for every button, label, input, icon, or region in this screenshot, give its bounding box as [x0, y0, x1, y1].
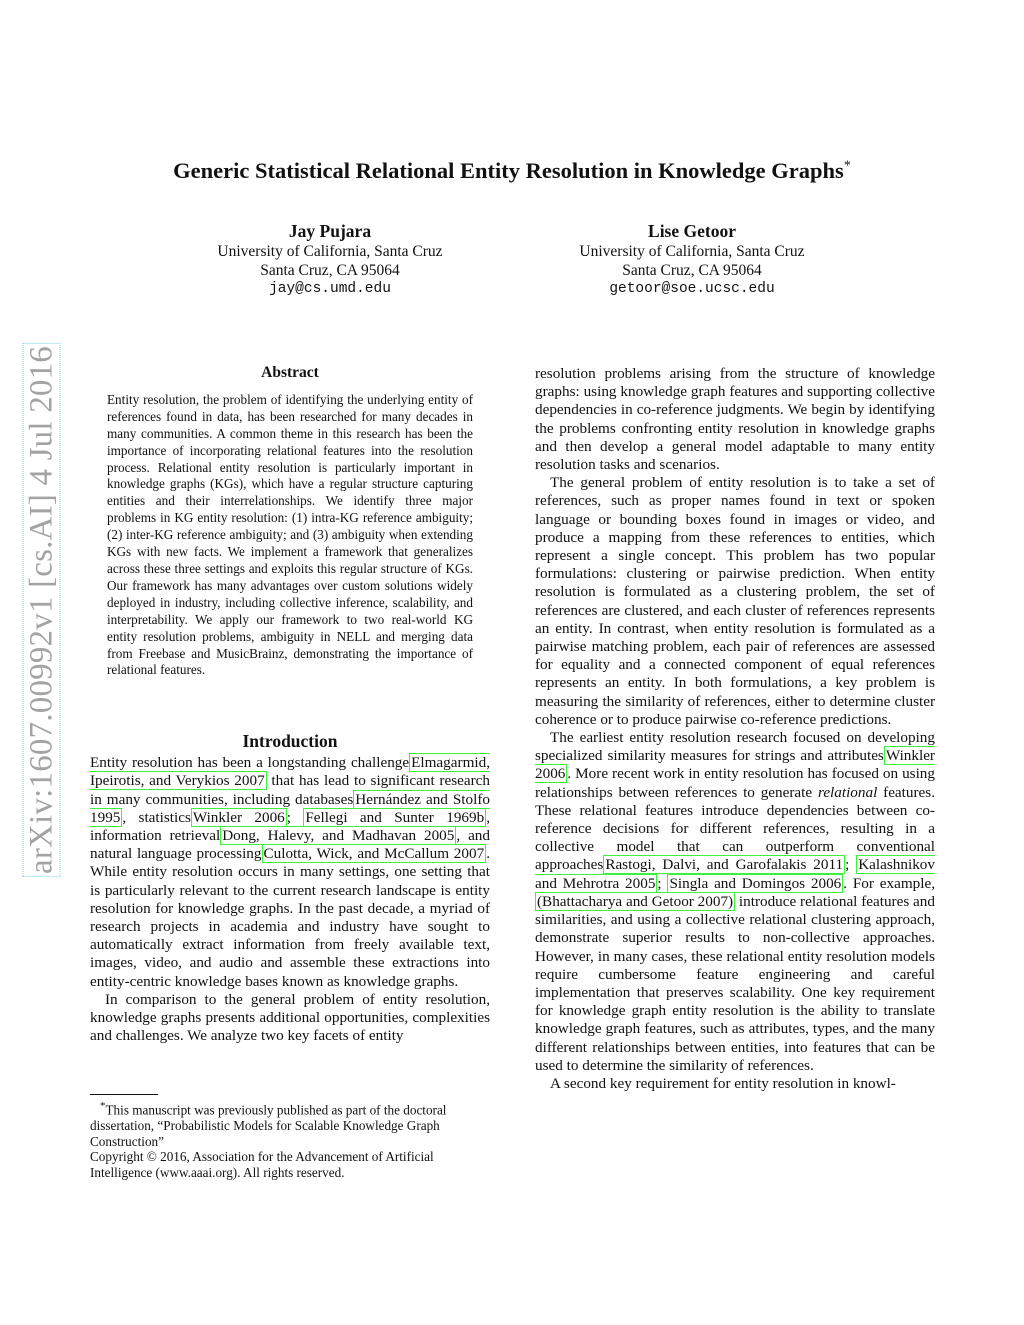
- author-block-2: [512, 222, 872, 299]
- right-column: [535, 365, 935, 1093]
- author-name: Lise Getoor: [648, 221, 736, 241]
- citation-link[interactable]: Culotta, Wick, and McCallum 2007: [263, 845, 485, 863]
- author-location: Santa Cruz, CA 95064: [260, 262, 400, 279]
- abstract-text: Entity resolution, the problem of identifying the underlying entity of references found in data, has been researched for many decades in many communities. A common theme in this research has been the importance of incorporating relational features into the resolution process. Relational entity resolution is particularly important in knowledge graphs (KGs), which have a regular structure capturing entities and their interrelationships. We identify three major problems in KG entity resolution: (1) intra-KG reference ambiguity; (2) inter-KG reference ambiguity; and (3) ambiguity when extending KGs with new facts. We implement a framework that generalizes across these three settings and exploits this regular structure of KGs. Our framework has many advantages over custom solutions widely deployed in industry, including collective inference, scalability, and interpretability. We apply our framework to two real-world KG entity resolution problems, ambiguity in NELL and merging data from Freebase and MusicBrainz, demonstrating the importance of relational features.: [107, 391, 473, 678]
- paper-title: [0, 158, 1024, 184]
- footnote: [90, 1094, 490, 1180]
- footnote-rule: [90, 1094, 158, 1095]
- author-email: getoor@soe.ucsc.edu: [609, 281, 775, 297]
- left-column: [90, 732, 490, 1045]
- author-affiliation: University of California, Santa Cruz: [217, 243, 443, 260]
- citation-link[interactable]: Elmagarmid, Ipeirotis, and Verykios 2007: [90, 754, 490, 790]
- intro-paragraph-2: In comparison to the general problem of entity resolution, knowledge graphs presents additional opportunities, complexities and challenges. We analyze two key facets of entity: [90, 990, 490, 1045]
- title-footnote-mark[interactable]: *: [843, 158, 851, 174]
- arxiv-identifier[interactable]: arXiv:1607.00992v1 [cs.AI] 4 Jul 2016: [23, 342, 61, 876]
- citation-link[interactable]: Winkler 2006: [535, 747, 935, 783]
- citation-link[interactable]: Rastogi, Dalvi, and Garofalakis 2011: [605, 856, 844, 874]
- citation-link[interactable]: (Bhattacharya and Getoor 2007): [537, 892, 734, 910]
- footnote-text: *This manuscript was previously published as part of the doctoral dissertation, “Probabilistic Models for Scalable Knowledge Graph Construction”: [90, 1100, 447, 1149]
- intro-paragraph-1: Entity resolution has been a longstanding challenge Elmagarmid, Ipeirotis, and Verykios 2007 that has lead to significant research in many communities, including databases Hernández and Stolfo 1995 , statistics Winkler 2006 ; Fellegi and Sunter 1969b , information retrieval Dong, Halevy, and Madhavan 2005 , and natural language processing Culotta, Wick, and McCallum 2007 . While entity resolution occurs in many settings, one setting that is particularly relevant to the current research landscape is entity resolution for knowledge graphs. In the past decade, a myriad of research projects in academia and industry have sought to automatically extract information from freely available text, images, video, and audio and assemble these extractions into entity-centric knowledge bases known as knowledge graphs.: [90, 754, 490, 990]
- author-affiliation: University of California, Santa Cruz: [579, 243, 805, 260]
- citation-link[interactable]: Kalashnikov and Mehrotra 2005: [535, 856, 935, 892]
- paper-title-text: Generic Statistical Relational Entity Resolution in Knowledge Graphs: [173, 158, 844, 183]
- arxiv-stamp[interactable]: [22, 347, 62, 872]
- citation-link[interactable]: Singla and Domingos 2006: [669, 874, 842, 892]
- introduction-heading: Introduction: [242, 731, 338, 751]
- author-location: Santa Cruz, CA 95064: [622, 262, 762, 279]
- right-paragraph-4: A second key requirement for entity resolution in knowl-: [550, 1074, 896, 1092]
- abstract: [107, 365, 473, 679]
- citation-link[interactable]: Dong, Halevy, and Madhavan 2005: [222, 827, 455, 845]
- author-block-1: [150, 222, 510, 299]
- abstract-heading: Abstract: [261, 364, 319, 381]
- citation-link[interactable]: Fellegi and Sunter 1969b: [305, 808, 485, 826]
- copyright-notice: Copyright © 2016, Association for the Advancement of Artificial Intelligence (www.aaai.org). All rights reserved.: [90, 1149, 434, 1180]
- citation-link[interactable]: Winkler 2006: [192, 808, 285, 826]
- right-paragraph-1: resolution problems arising from the structure of knowledge graphs: using knowledge graph features and supporting collective dependencies in co-reference judgments. We begin by identifying the problems confronting entity resolution in knowledge graphs and then develop a general model adaptable to many entity resolution tasks and scenarios.: [535, 365, 935, 474]
- footnote-mark: *: [100, 1100, 106, 1112]
- author-name: Jay Pujara: [288, 221, 372, 241]
- citation-link[interactable]: Hernández and Stolfo 1995: [90, 790, 490, 826]
- right-paragraph-2: The general problem of entity resolution is to take a set of references, such as proper names found in text or spoken language or bounding boxes found in images or video, and produce a mapping from these references to entities, which represent a single concept. This problem has two popular formulations: clustering or pairwise prediction. When entity resolution is formulated as a clustering problem, the set of references are clustered, and each cluster of references represents an entity. In contrast, when entity resolution is formulated as a pairwise matching problem, each pair of references are assessed for equality and a connected component of equal references represents an entity. In both formulations, a key problem is measuring the similarity of references, either to determine cluster coherence or to produce pairwise co-reference predictions.: [535, 474, 935, 728]
- author-email: jay@cs.umd.edu: [269, 281, 391, 297]
- right-paragraph-3: The earliest entity resolution research focused on developing specialized similarity measures for strings and attributes Winkler 2006 . More recent work in entity resolution has focused on using relationships between references to generate relational features. These relational features introduce dependencies between co-reference decisions for different references, resulting in a collective model that can outperform conventional approaches Rastogi, Dalvi, and Garofalakis 2011 ; Kalashnikov and Mehrotra 2005 ; Singla and Domingos 2006 . For example, (Bhattacharya and Getoor 2007) introduce relational features and similarities, and using a collective relational clustering approach, demonstrate superior results to non-collective approaches. However, in many cases, these relational entity resolution models require cumbersome feature engineering and careful implementation that preserves scalability. One key requirement for knowledge graph entity resolution is the ability to translate knowledge graph features, such as attributes, types, and the many different relationships between entities, into features that can be used to determine the similarity of references.: [535, 729, 936, 1074]
